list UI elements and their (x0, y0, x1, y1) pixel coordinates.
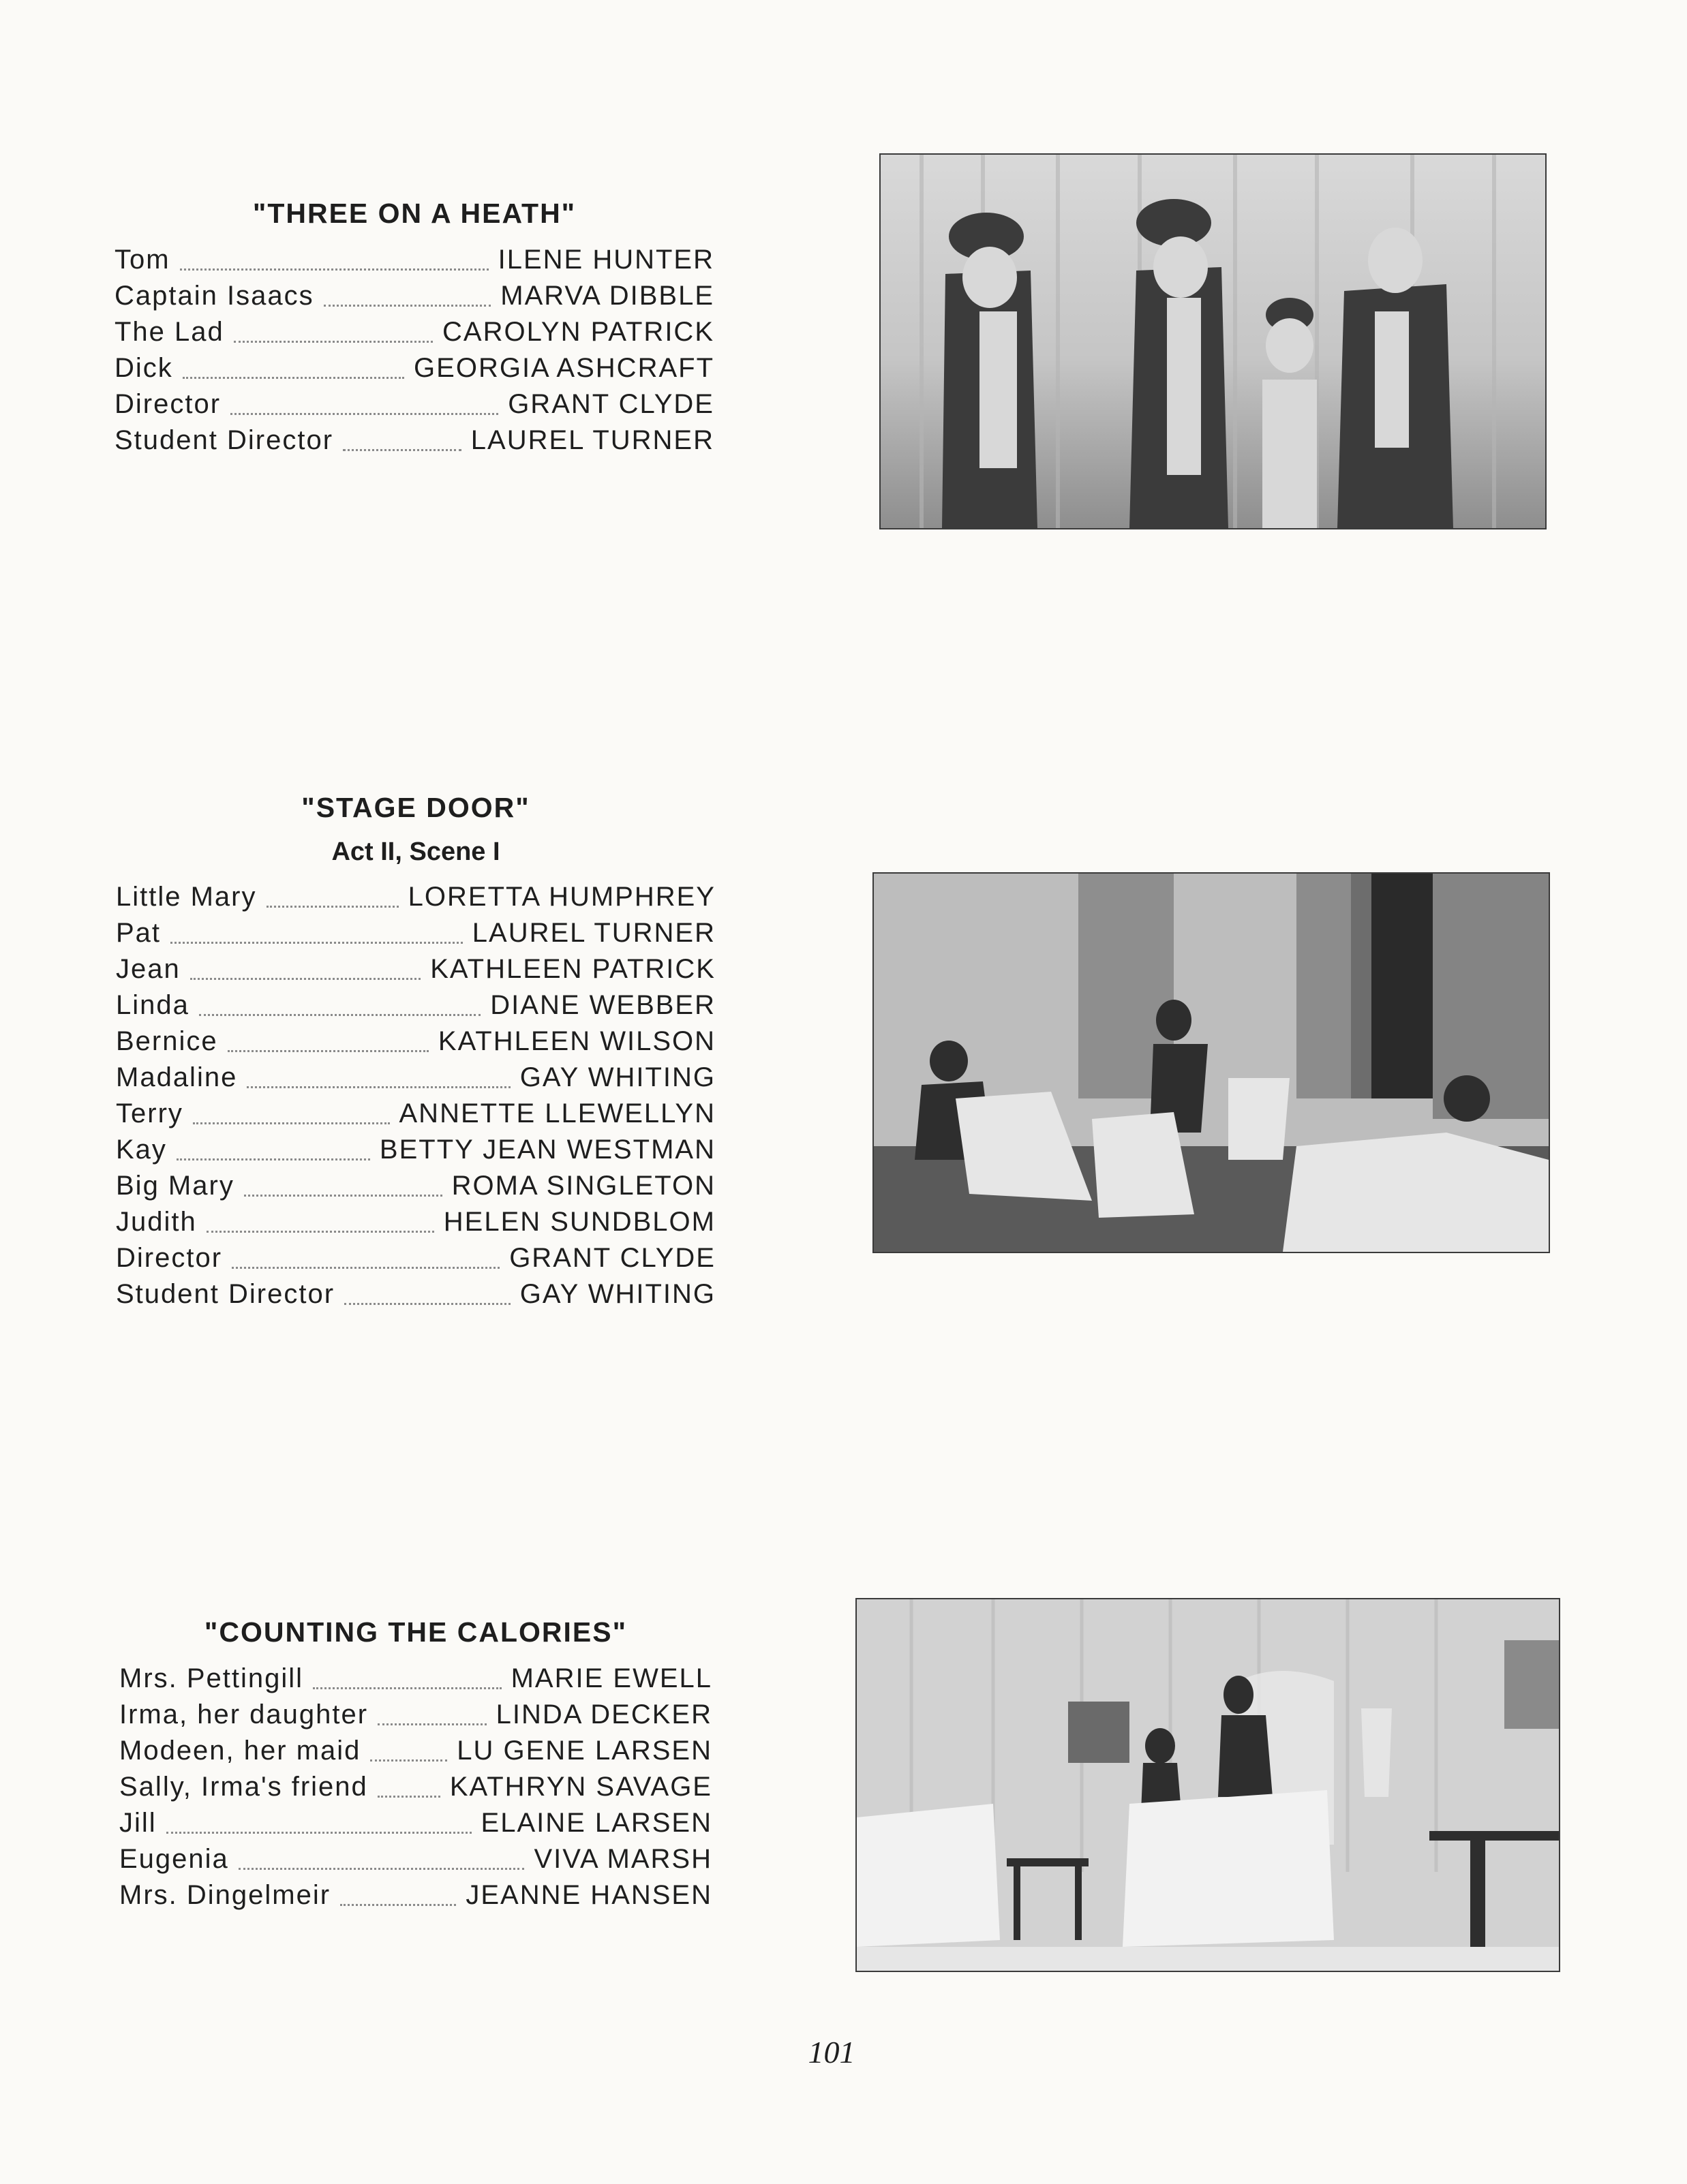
dot-leader (234, 341, 433, 343)
role-name: Kay (116, 1135, 167, 1165)
dot-leader (267, 906, 399, 908)
actor-name: ILENE HUNTER (498, 245, 714, 275)
role-name: Captain Isaacs (115, 281, 314, 311)
play-subtitle: Act II, Scene I (331, 837, 500, 866)
play-title: "STAGE DOOR" (301, 792, 530, 823)
cast-row (115, 386, 714, 422)
actor-name: JEANNE HANSEN (466, 1880, 712, 1910)
cast-row (116, 951, 716, 987)
dot-leader (232, 1267, 500, 1269)
dot-leader (244, 1195, 442, 1197)
stage-scene-illustration (874, 874, 1549, 1252)
actor-name: MARVA DIBBLE (500, 281, 714, 311)
dot-leader (313, 1687, 502, 1689)
cast-row (116, 1168, 716, 1204)
role-name: Eugenia (119, 1844, 229, 1874)
cast-row (115, 242, 714, 278)
dot-leader (190, 978, 421, 980)
dot-leader (239, 1868, 525, 1870)
dot-leader (343, 449, 461, 451)
actor-name: ELAINE LARSEN (481, 1808, 712, 1838)
actor-name: LORETTA HUMPHREY (408, 882, 716, 912)
role-name: Pat (116, 918, 162, 948)
actor-name: GAY WHITING (519, 1062, 716, 1092)
actor-name: VIVA MARSH (534, 1844, 712, 1874)
dot-leader (180, 268, 489, 271)
dot-leader (207, 1231, 434, 1233)
actor-name: LU GENE LARSEN (457, 1736, 712, 1766)
cast-row (116, 1096, 716, 1132)
cast-row (116, 987, 716, 1024)
cast-row (116, 1276, 716, 1312)
dot-leader (199, 1014, 481, 1016)
dot-leader (170, 942, 463, 944)
dot-leader (166, 1832, 472, 1834)
role-name: Mrs. Pettingill (119, 1663, 304, 1693)
role-name: Director (116, 1243, 223, 1273)
play-section-stage-door (116, 792, 716, 1312)
stage-scene-illustration (881, 155, 1545, 528)
role-name: Linda (116, 990, 189, 1020)
actor-name: DIANE WEBBER (490, 990, 716, 1020)
actor-name: KATHRYN SAVAGE (449, 1772, 712, 1802)
cast-list (116, 879, 716, 1312)
dot-leader (340, 1904, 456, 1906)
actor-name: GEORGIA ASHCRAFT (414, 353, 714, 383)
cast-row (115, 314, 714, 350)
actor-name: LINDA DECKER (496, 1699, 712, 1729)
play-section-three-on-a-heath (115, 198, 714, 459)
cast-row (119, 1697, 712, 1733)
cast-row (116, 1060, 716, 1096)
cast-row (119, 1877, 712, 1913)
role-name: Irma, her daughter (119, 1699, 369, 1729)
actor-name: HELEN SUNDBLOM (443, 1207, 716, 1237)
role-name: Bernice (116, 1026, 218, 1056)
cast-row (115, 350, 714, 386)
cast-row (119, 1733, 712, 1769)
actor-name: MARIE EWELL (511, 1663, 712, 1693)
cast-row (116, 1132, 716, 1168)
actor-name: GAY WHITING (519, 1279, 716, 1309)
cast-row (116, 915, 716, 951)
actor-name: GRANT CLYDE (508, 389, 714, 419)
actor-name: BETTY JEAN WESTMAN (379, 1135, 716, 1165)
dot-leader (378, 1723, 487, 1725)
cast-row (116, 879, 716, 915)
dot-leader (378, 1796, 440, 1798)
cast-list (115, 242, 714, 459)
role-name: Jean (116, 954, 181, 984)
role-name: Director (115, 389, 222, 419)
cast-row (119, 1769, 712, 1805)
dot-leader (324, 305, 491, 307)
actor-name: ANNETTE LLEWELLYN (399, 1098, 716, 1128)
role-name: Student Director (115, 425, 334, 455)
role-name: Dick (115, 353, 173, 383)
play-title: "THREE ON A HEATH" (252, 198, 577, 229)
actor-name: GRANT CLYDE (509, 1243, 716, 1273)
cast-list (119, 1661, 712, 1913)
cast-row (119, 1841, 712, 1877)
role-name: Judith (116, 1207, 197, 1237)
actor-name: KATHLEEN WILSON (438, 1026, 716, 1056)
role-name: Little Mary (116, 882, 257, 912)
actor-name: LAUREL TURNER (472, 918, 716, 948)
actor-name: KATHLEEN PATRICK (430, 954, 716, 984)
cast-row (116, 1024, 716, 1060)
photo-stage-door (872, 872, 1550, 1253)
actor-name: ROMA SINGLETON (451, 1171, 716, 1201)
play-title: "COUNTING THE CALORIES" (204, 1616, 628, 1648)
page-number: 101 (808, 2035, 855, 2070)
cast-row (119, 1661, 712, 1697)
photo-three-on-a-heath (879, 153, 1547, 529)
dot-leader (177, 1158, 370, 1160)
dot-leader (230, 413, 498, 415)
role-name: Sally, Irma's friend (119, 1772, 368, 1802)
dot-leader (370, 1759, 447, 1762)
dot-leader (228, 1050, 429, 1052)
stage-scene-illustration (857, 1599, 1559, 1971)
dot-leader (247, 1086, 510, 1088)
cast-row (116, 1240, 716, 1276)
role-name: The Lad (115, 317, 224, 347)
cast-row (115, 278, 714, 314)
dot-leader (193, 1122, 390, 1124)
cast-row (116, 1204, 716, 1240)
dot-leader (183, 377, 404, 379)
role-name: Mrs. Dingelmeir (119, 1880, 331, 1910)
dot-leader (344, 1303, 511, 1305)
role-name: Student Director (116, 1279, 335, 1309)
role-name: Big Mary (116, 1171, 234, 1201)
photo-counting-the-calories (855, 1598, 1560, 1972)
role-name: Jill (119, 1808, 157, 1838)
actor-name: LAUREL TURNER (470, 425, 714, 455)
actor-name: CAROLYN PATRICK (442, 317, 714, 347)
role-name: Madaline (116, 1062, 238, 1092)
role-name: Modeen, her maid (119, 1736, 361, 1766)
role-name: Terry (116, 1098, 183, 1128)
role-name: Tom (115, 245, 170, 275)
cast-row (115, 422, 714, 459)
play-section-counting-the-calories (119, 1616, 712, 1913)
cast-row (119, 1805, 712, 1841)
